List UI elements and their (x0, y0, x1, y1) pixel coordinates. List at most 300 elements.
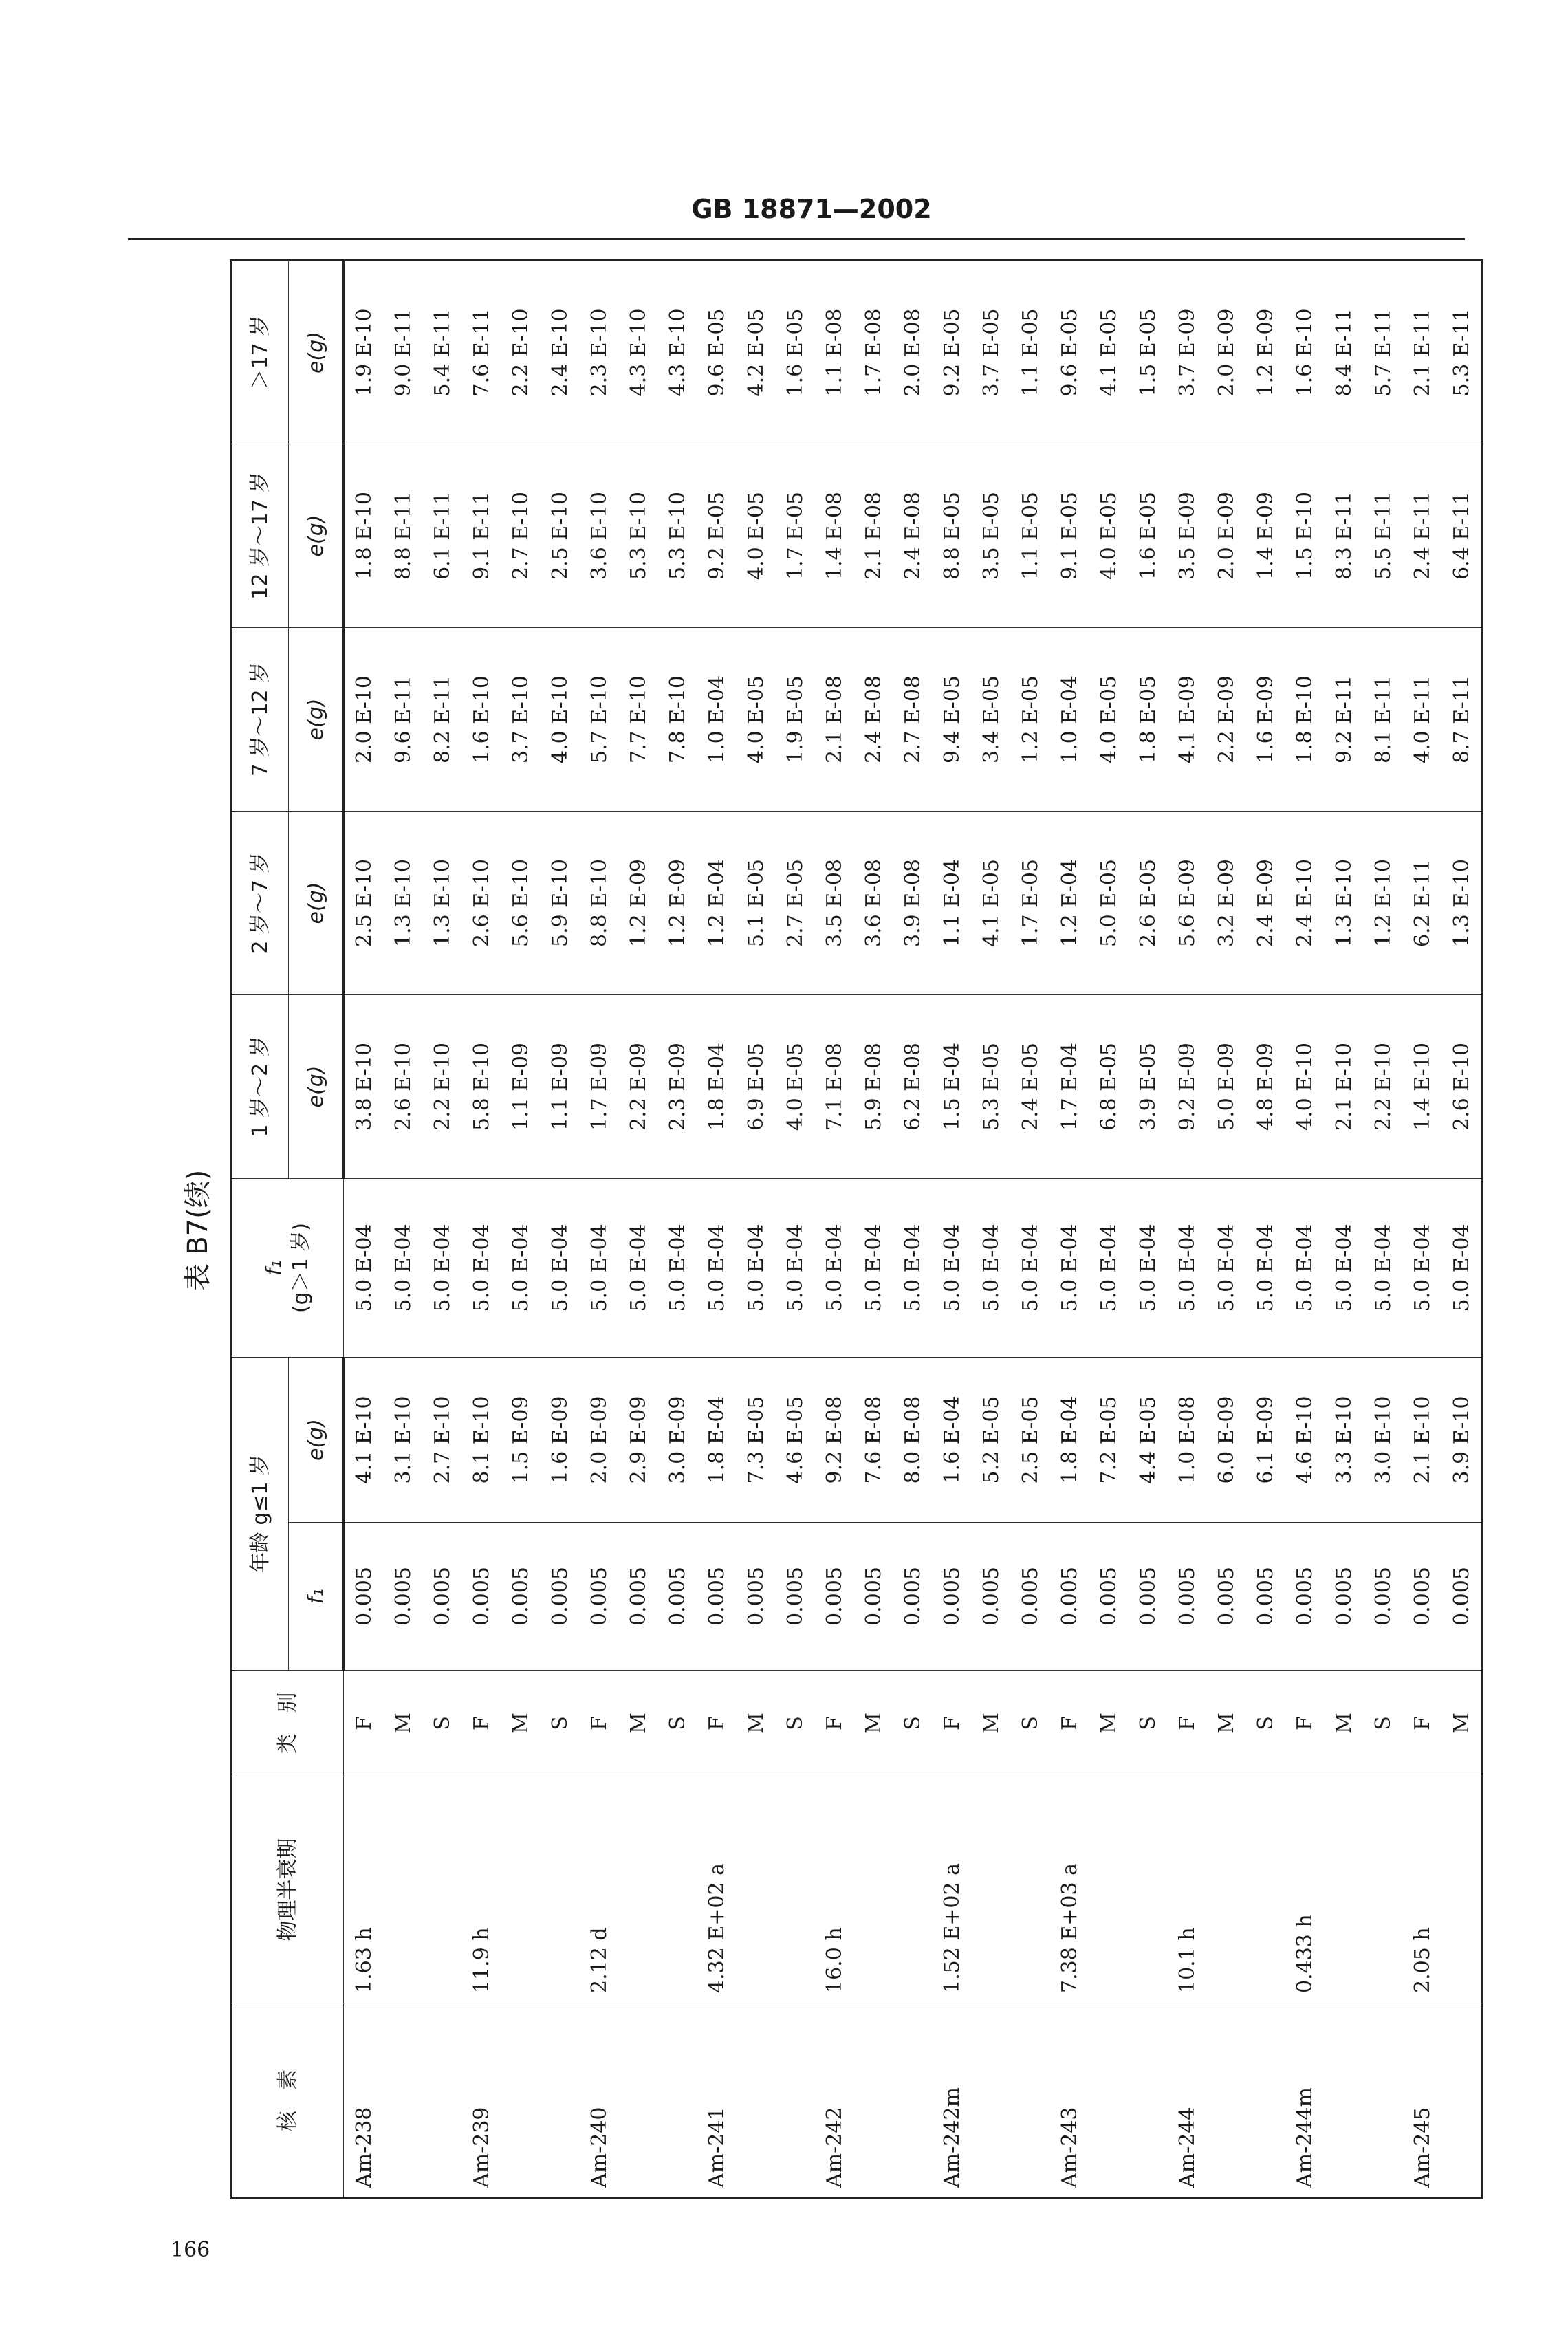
e-1-2-cell: 6.9 E-05 (737, 995, 776, 1179)
e-gt17-cell: 2.3 E-10 (580, 261, 619, 444)
e-2-7-cell: 3.6 E-08 (854, 812, 893, 995)
f1-cell: 0.005 (619, 1523, 658, 1671)
table-row (580, 261, 619, 2199)
f1-gt1-cell: 5.0 E-04 (933, 1179, 972, 1358)
e-1-2-cell: 4.0 E-10 (1285, 995, 1325, 1179)
e-7-12-cell: 2.0 E-10 (344, 628, 384, 812)
nuclide-cell (1089, 2003, 1129, 2199)
e-2-7-cell: 1.2 E-09 (658, 812, 697, 995)
header-e-7-12: e(g) (289, 628, 344, 812)
f1-gt1-cell: 5.0 E-04 (815, 1179, 854, 1358)
f1-cell: 0.005 (1403, 1523, 1442, 1671)
e-1-2-cell: 2.2 E-10 (1364, 995, 1403, 1179)
class-cell: S (1129, 1671, 1168, 1776)
f1-cell: 0.005 (933, 1523, 972, 1671)
e-12-17-cell: 1.1 E-05 (1011, 444, 1050, 628)
f1-cell: 0.005 (737, 1523, 776, 1671)
e-7-12-cell: 7.8 E-10 (658, 628, 697, 812)
table-row (541, 261, 580, 2199)
f1-cell: 0.005 (697, 1523, 737, 1671)
half-life-cell (1011, 1776, 1050, 2003)
f1-gt1-cell: 5.0 E-04 (501, 1179, 541, 1358)
half-life-cell (972, 1776, 1011, 2003)
e-gt17-cell: 4.3 E-10 (619, 261, 658, 444)
e-le1-cell: 3.1 E-10 (384, 1358, 423, 1523)
table-row (854, 261, 893, 2199)
e-gt17-cell: 5.7 E-11 (1364, 261, 1403, 444)
header-age-gt17: ＞17 岁 (231, 261, 289, 444)
class-cell: S (658, 1671, 697, 1776)
nuclide-cell (1011, 2003, 1050, 2199)
header-f1-gt1 (231, 1179, 344, 1358)
f1-gt1-cell: 5.0 E-04 (854, 1179, 893, 1358)
e-le1-cell: 6.0 E-09 (1207, 1358, 1246, 1523)
nuclide-cell: Am-245 (1403, 2003, 1442, 2199)
e-2-7-cell: 4.1 E-05 (972, 812, 1011, 995)
e-le1-cell: 3.0 E-09 (658, 1358, 697, 1523)
e-1-2-cell: 1.4 E-10 (1403, 995, 1442, 1179)
e-7-12-cell: 9.2 E-11 (1325, 628, 1364, 812)
f1-gt1-cell: 5.0 E-04 (1207, 1179, 1246, 1358)
header-e-2-7: e(g) (289, 812, 344, 995)
e-2-7-cell: 2.4 E-09 (1246, 812, 1285, 995)
half-life-cell (1089, 1776, 1129, 2003)
e-12-17-cell: 1.6 E-05 (1129, 444, 1168, 628)
e-7-12-cell: 4.1 E-09 (1168, 628, 1207, 812)
nuclide-cell: Am-243 (1050, 2003, 1089, 2199)
table-row (344, 261, 384, 2199)
table-row (972, 261, 1011, 2199)
f1-cell: 0.005 (1089, 1523, 1129, 1671)
f1-cell: 0.005 (893, 1523, 933, 1671)
e-le1-cell: 3.0 E-10 (1364, 1358, 1403, 1523)
e-1-2-cell: 1.7 E-04 (1050, 995, 1089, 1179)
f1-cell: 0.005 (1325, 1523, 1364, 1671)
e-1-2-cell: 5.9 E-08 (854, 995, 893, 1179)
e-le1-cell: 2.9 E-09 (619, 1358, 658, 1523)
table-row (1129, 261, 1168, 2199)
half-life-cell (893, 1776, 933, 2003)
e-12-17-cell: 9.1 E-11 (462, 444, 501, 628)
class-cell: F (1403, 1671, 1442, 1776)
e-1-2-cell: 2.6 E-10 (384, 995, 423, 1179)
e-2-7-cell: 1.3 E-10 (1325, 812, 1364, 995)
table-row (1246, 261, 1285, 2199)
f1-gt1-cell: 5.0 E-04 (1325, 1179, 1364, 1358)
f1-gt1-cell: 5.0 E-04 (462, 1179, 501, 1358)
nuclide-cell: Am-238 (344, 2003, 384, 2199)
e-le1-cell: 1.5 E-09 (501, 1358, 541, 1523)
f1-cell: 0.005 (815, 1523, 854, 1671)
table-row (697, 261, 737, 2199)
class-cell: F (1168, 1671, 1207, 1776)
e-gt17-cell: 3.7 E-09 (1168, 261, 1207, 444)
e-7-12-cell: 2.1 E-08 (815, 628, 854, 812)
e-2-7-cell: 2.7 E-05 (776, 812, 815, 995)
e-gt17-cell: 5.4 E-11 (423, 261, 462, 444)
class-cell: S (541, 1671, 580, 1776)
f1-gt1-cell: 5.0 E-04 (1285, 1179, 1325, 1358)
e-12-17-cell: 3.6 E-10 (580, 444, 619, 628)
header-rule (128, 238, 1465, 240)
e-le1-cell: 7.3 E-05 (737, 1358, 776, 1523)
e-7-12-cell: 1.9 E-05 (776, 628, 815, 812)
e-2-7-cell: 1.2 E-09 (619, 812, 658, 995)
e-1-2-cell: 2.4 E-05 (1011, 995, 1050, 1179)
e-12-17-cell: 4.0 E-05 (1089, 444, 1129, 628)
e-2-7-cell: 5.1 E-05 (737, 812, 776, 995)
nuclide-cell (1207, 2003, 1246, 2199)
e-gt17-cell: 3.7 E-05 (972, 261, 1011, 444)
e-gt17-cell: 2.0 E-08 (893, 261, 933, 444)
f1-gt1-cell: 5.0 E-04 (1403, 1179, 1442, 1358)
e-7-12-cell: 1.6 E-10 (462, 628, 501, 812)
half-life-cell: 4.32 E+02 a (697, 1776, 737, 2003)
e-gt17-cell: 4.1 E-05 (1089, 261, 1129, 444)
header-class: 类 别 (231, 1671, 344, 1776)
f1-gt1-cell: 5.0 E-04 (344, 1179, 384, 1358)
f1-gt1-cell: 5.0 E-04 (1089, 1179, 1129, 1358)
e-le1-cell: 1.6 E-09 (541, 1358, 580, 1523)
e-12-17-cell: 2.4 E-08 (893, 444, 933, 628)
f1-cell: 0.005 (1285, 1523, 1325, 1671)
nuclide-cell (501, 2003, 541, 2199)
e-1-2-cell: 1.7 E-09 (580, 995, 619, 1179)
header-age-le1: 年龄 g≤1 岁 (231, 1358, 289, 1671)
e-12-17-cell: 1.4 E-09 (1246, 444, 1285, 628)
e-1-2-cell: 5.3 E-05 (972, 995, 1011, 1179)
f1-cell: 0.005 (501, 1523, 541, 1671)
e-gt17-cell: 1.7 E-08 (854, 261, 893, 444)
e-1-2-cell: 1.8 E-04 (697, 995, 737, 1179)
e-gt17-cell: 5.3 E-11 (1442, 261, 1483, 444)
dose-coefficient-table (230, 259, 1483, 2199)
class-cell: S (423, 1671, 462, 1776)
class-cell: M (619, 1671, 658, 1776)
e-1-2-cell: 2.1 E-10 (1325, 995, 1364, 1179)
half-life-cell (1325, 1776, 1364, 2003)
f1-cell: 0.005 (1168, 1523, 1207, 1671)
e-7-12-cell: 4.0 E-11 (1403, 628, 1442, 812)
e-7-12-cell: 9.4 E-05 (933, 628, 972, 812)
e-7-12-cell: 4.0 E-10 (541, 628, 580, 812)
e-1-2-cell: 6.8 E-05 (1089, 995, 1129, 1179)
table-row (776, 261, 815, 2199)
e-2-7-cell: 1.1 E-04 (933, 812, 972, 995)
f1-gt1-cell: 5.0 E-04 (697, 1179, 737, 1358)
e-gt17-cell: 9.6 E-05 (697, 261, 737, 444)
f1-cell: 0.005 (462, 1523, 501, 1671)
e-7-12-cell: 1.6 E-09 (1246, 628, 1285, 812)
e-gt17-cell: 4.3 E-10 (658, 261, 697, 444)
f1-cell: 0.005 (580, 1523, 619, 1671)
f1-cell: 0.005 (776, 1523, 815, 1671)
header-f1: f₁ (289, 1523, 344, 1671)
half-life-cell (501, 1776, 541, 2003)
table-row (1325, 261, 1364, 2199)
landscape-content (171, 261, 1474, 2199)
e-2-7-cell: 1.3 E-10 (1442, 812, 1483, 995)
class-cell: F (462, 1671, 501, 1776)
nuclide-cell (1325, 2003, 1364, 2199)
nuclide-cell (854, 2003, 893, 2199)
e-gt17-cell: 1.1 E-08 (815, 261, 854, 444)
half-life-cell (658, 1776, 697, 2003)
e-12-17-cell: 1.5 E-10 (1285, 444, 1325, 628)
e-12-17-cell: 5.3 E-10 (619, 444, 658, 628)
class-cell: F (1050, 1671, 1089, 1776)
f1-cell: 0.005 (1129, 1523, 1168, 1671)
header-e-12-17: e(g) (289, 444, 344, 628)
f1-gt1-cell: 5.0 E-04 (384, 1179, 423, 1358)
e-gt17-cell: 4.2 E-05 (737, 261, 776, 444)
e-12-17-cell: 4.0 E-05 (737, 444, 776, 628)
nuclide-cell: Am-241 (697, 2003, 737, 2199)
e-1-2-cell: 2.3 E-09 (658, 995, 697, 1179)
e-le1-cell: 8.0 E-08 (893, 1358, 933, 1523)
e-le1-cell: 5.2 E-05 (972, 1358, 1011, 1523)
e-7-12-cell: 1.2 E-05 (1011, 628, 1050, 812)
class-cell: S (1364, 1671, 1403, 1776)
e-2-7-cell: 3.9 E-08 (893, 812, 933, 995)
e-2-7-cell: 8.8 E-10 (580, 812, 619, 995)
header-nuclide: 核 素 (231, 2003, 344, 2199)
nuclide-cell (1246, 2003, 1285, 2199)
e-12-17-cell: 1.4 E-08 (815, 444, 854, 628)
e-le1-cell: 3.3 E-10 (1325, 1358, 1364, 1523)
e-2-7-cell: 2.6 E-10 (462, 812, 501, 995)
table-row (737, 261, 776, 2199)
e-1-2-cell: 2.2 E-10 (423, 995, 462, 1179)
nuclide-cell: Am-242m (933, 2003, 972, 2199)
e-le1-cell: 4.6 E-10 (1285, 1358, 1325, 1523)
table-row (1011, 261, 1050, 2199)
f1-gt1-cell: 5.0 E-04 (658, 1179, 697, 1358)
e-2-7-cell: 5.0 E-05 (1089, 812, 1129, 995)
table-row (933, 261, 972, 2199)
f1-gt1-cell: 5.0 E-04 (541, 1179, 580, 1358)
e-le1-cell: 7.6 E-08 (854, 1358, 893, 1523)
half-life-cell (776, 1776, 815, 2003)
half-life-cell: 16.0 h (815, 1776, 854, 2003)
e-7-12-cell: 3.4 E-05 (972, 628, 1011, 812)
half-life-cell (384, 1776, 423, 2003)
f1-cell: 0.005 (972, 1523, 1011, 1671)
f1-gt1-cell: 5.0 E-04 (619, 1179, 658, 1358)
f1-cell: 0.005 (854, 1523, 893, 1671)
e-1-2-cell: 9.2 E-09 (1168, 995, 1207, 1179)
e-12-17-cell: 8.8 E-11 (384, 444, 423, 628)
e-7-12-cell: 1.0 E-04 (1050, 628, 1089, 812)
f1-cell: 0.005 (1050, 1523, 1089, 1671)
e-gt17-cell: 9.2 E-05 (933, 261, 972, 444)
e-gt17-cell: 7.6 E-11 (462, 261, 501, 444)
e-12-17-cell: 2.0 E-09 (1207, 444, 1246, 628)
e-12-17-cell: 8.3 E-11 (1325, 444, 1364, 628)
f1-cell: 0.005 (541, 1523, 580, 1671)
e-gt17-cell: 8.4 E-11 (1325, 261, 1364, 444)
e-gt17-cell: 1.1 E-05 (1011, 261, 1050, 444)
e-le1-cell: 3.9 E-10 (1442, 1358, 1483, 1523)
e-gt17-cell: 1.6 E-10 (1285, 261, 1325, 444)
f1-gt1-cell: 5.0 E-04 (1246, 1179, 1285, 1358)
e-1-2-cell: 1.1 E-09 (501, 995, 541, 1179)
nuclide-cell (972, 2003, 1011, 2199)
table-row (1089, 261, 1129, 2199)
nuclide-cell (541, 2003, 580, 2199)
table-row (893, 261, 933, 2199)
table-row (619, 261, 658, 2199)
half-life-cell (619, 1776, 658, 2003)
f1-cell: 0.005 (384, 1523, 423, 1671)
e-2-7-cell: 1.7 E-05 (1011, 812, 1050, 995)
e-1-2-cell: 7.1 E-08 (815, 995, 854, 1179)
e-7-12-cell: 9.6 E-11 (384, 628, 423, 812)
e-1-2-cell: 5.0 E-09 (1207, 995, 1246, 1179)
nuclide-cell (1442, 2003, 1483, 2199)
table-title: 表 B7(续) (182, 1169, 214, 1292)
e-2-7-cell: 5.6 E-10 (501, 812, 541, 995)
table-row (1403, 261, 1442, 2199)
e-7-12-cell: 1.8 E-10 (1285, 628, 1325, 812)
table-row (1050, 261, 1089, 2199)
class-cell: S (776, 1671, 815, 1776)
e-gt17-cell: 1.9 E-10 (344, 261, 384, 444)
e-gt17-cell: 9.6 E-05 (1050, 261, 1089, 444)
f1-gt1-cell: 5.0 E-04 (1364, 1179, 1403, 1358)
half-life-cell (854, 1776, 893, 2003)
e-2-7-cell: 3.2 E-09 (1207, 812, 1246, 995)
table-row (462, 261, 501, 2199)
e-le1-cell: 7.2 E-05 (1089, 1358, 1129, 1523)
nuclide-cell: Am-244m (1285, 2003, 1325, 2199)
nuclide-cell: Am-240 (580, 2003, 619, 2199)
class-cell: M (1442, 1671, 1483, 1776)
table-row (384, 261, 423, 2199)
class-cell: S (893, 1671, 933, 1776)
e-7-12-cell: 3.7 E-10 (501, 628, 541, 812)
table-row (1168, 261, 1207, 2199)
e-12-17-cell: 2.4 E-11 (1403, 444, 1442, 628)
e-12-17-cell: 6.1 E-11 (423, 444, 462, 628)
f1-gt1-cell: 5.0 E-04 (893, 1179, 933, 1358)
half-life-cell: 2.05 h (1403, 1776, 1442, 2003)
class-cell: F (344, 1671, 384, 1776)
half-life-cell (1442, 1776, 1483, 2003)
half-life-cell: 7.38 E+03 a (1050, 1776, 1089, 2003)
e-le1-cell: 2.1 E-10 (1403, 1358, 1442, 1523)
e-12-17-cell: 5.3 E-10 (658, 444, 697, 628)
half-life-cell: 2.12 d (580, 1776, 619, 2003)
f1-gt1-cell: 5.0 E-04 (776, 1179, 815, 1358)
f1-gt1-cell: 5.0 E-04 (972, 1179, 1011, 1358)
e-1-2-cell: 5.8 E-10 (462, 995, 501, 1179)
nuclide-cell: Am-239 (462, 2003, 501, 2199)
half-life-cell (737, 1776, 776, 2003)
e-2-7-cell: 1.2 E-04 (697, 812, 737, 995)
e-2-7-cell: 1.2 E-10 (1364, 812, 1403, 995)
class-cell: F (933, 1671, 972, 1776)
nuclide-cell (737, 2003, 776, 2199)
e-7-12-cell: 8.7 E-11 (1442, 628, 1483, 812)
nuclide-cell (384, 2003, 423, 2199)
e-1-2-cell: 3.9 E-05 (1129, 995, 1168, 1179)
e-2-7-cell: 5.6 E-09 (1168, 812, 1207, 995)
nuclide-cell (658, 2003, 697, 2199)
e-7-12-cell: 7.7 E-10 (619, 628, 658, 812)
e-2-7-cell: 2.4 E-10 (1285, 812, 1325, 995)
e-12-17-cell: 3.5 E-05 (972, 444, 1011, 628)
class-cell: S (1011, 1671, 1050, 1776)
class-cell: F (580, 1671, 619, 1776)
f1-cell: 0.005 (1364, 1523, 1403, 1671)
half-life-cell (1207, 1776, 1246, 2003)
table-row (1285, 261, 1325, 2199)
e-12-17-cell: 6.4 E-11 (1442, 444, 1483, 628)
e-1-2-cell: 6.2 E-08 (893, 995, 933, 1179)
e-gt17-cell: 1.5 E-05 (1129, 261, 1168, 444)
e-2-7-cell: 5.9 E-10 (541, 812, 580, 995)
e-7-12-cell: 2.4 E-08 (854, 628, 893, 812)
e-gt17-cell: 2.4 E-10 (541, 261, 580, 444)
e-gt17-cell: 1.6 E-05 (776, 261, 815, 444)
e-le1-cell: 9.2 E-08 (815, 1358, 854, 1523)
half-life-cell: 11.9 h (462, 1776, 501, 2003)
header-f1-gt1-sub: (g＞1 岁) (289, 1222, 313, 1314)
f1-gt1-cell: 5.0 E-04 (1050, 1179, 1089, 1358)
e-le1-cell: 6.1 E-09 (1246, 1358, 1285, 1523)
e-7-12-cell: 4.0 E-05 (1089, 628, 1129, 812)
f1-cell: 0.005 (344, 1523, 384, 1671)
e-7-12-cell: 8.1 E-11 (1364, 628, 1403, 812)
half-life-cell: 1.52 E+02 a (933, 1776, 972, 2003)
f1-gt1-cell: 5.0 E-04 (1168, 1179, 1207, 1358)
e-12-17-cell: 9.1 E-05 (1050, 444, 1089, 628)
header-f1-gt1-symbol: f₁ (262, 1260, 286, 1276)
e-12-17-cell: 1.7 E-05 (776, 444, 815, 628)
nuclide-cell (1364, 2003, 1403, 2199)
nuclide-cell (776, 2003, 815, 2199)
e-7-12-cell: 5.7 E-10 (580, 628, 619, 812)
e-7-12-cell: 2.2 E-09 (1207, 628, 1246, 812)
half-life-cell: 10.1 h (1168, 1776, 1207, 2003)
nuclide-cell (423, 2003, 462, 2199)
class-cell: M (854, 1671, 893, 1776)
e-gt17-cell: 2.1 E-11 (1403, 261, 1442, 444)
e-1-2-cell: 4.8 E-09 (1246, 995, 1285, 1179)
e-12-17-cell: 5.5 E-11 (1364, 444, 1403, 628)
e-7-12-cell: 2.7 E-08 (893, 628, 933, 812)
e-1-2-cell: 2.6 E-10 (1442, 995, 1483, 1179)
e-2-7-cell: 3.5 E-08 (815, 812, 854, 995)
e-7-12-cell: 1.0 E-04 (697, 628, 737, 812)
f1-cell: 0.005 (658, 1523, 697, 1671)
table-row (815, 261, 854, 2199)
header-age-7-12: 7 岁～12 岁 (231, 628, 289, 812)
e-le1-cell: 4.1 E-10 (344, 1358, 384, 1523)
e-2-7-cell: 1.2 E-04 (1050, 812, 1089, 995)
f1-gt1-cell: 5.0 E-04 (580, 1179, 619, 1358)
class-cell: M (737, 1671, 776, 1776)
e-le1-cell: 1.0 E-08 (1168, 1358, 1207, 1523)
e-le1-cell: 8.1 E-10 (462, 1358, 501, 1523)
standard-header: GB 18871—2002 (691, 194, 932, 224)
f1-gt1-cell: 5.0 E-04 (1011, 1179, 1050, 1358)
class-cell: M (501, 1671, 541, 1776)
e-le1-cell: 2.5 E-05 (1011, 1358, 1050, 1523)
half-life-cell (541, 1776, 580, 2003)
e-12-17-cell: 2.7 E-10 (501, 444, 541, 628)
